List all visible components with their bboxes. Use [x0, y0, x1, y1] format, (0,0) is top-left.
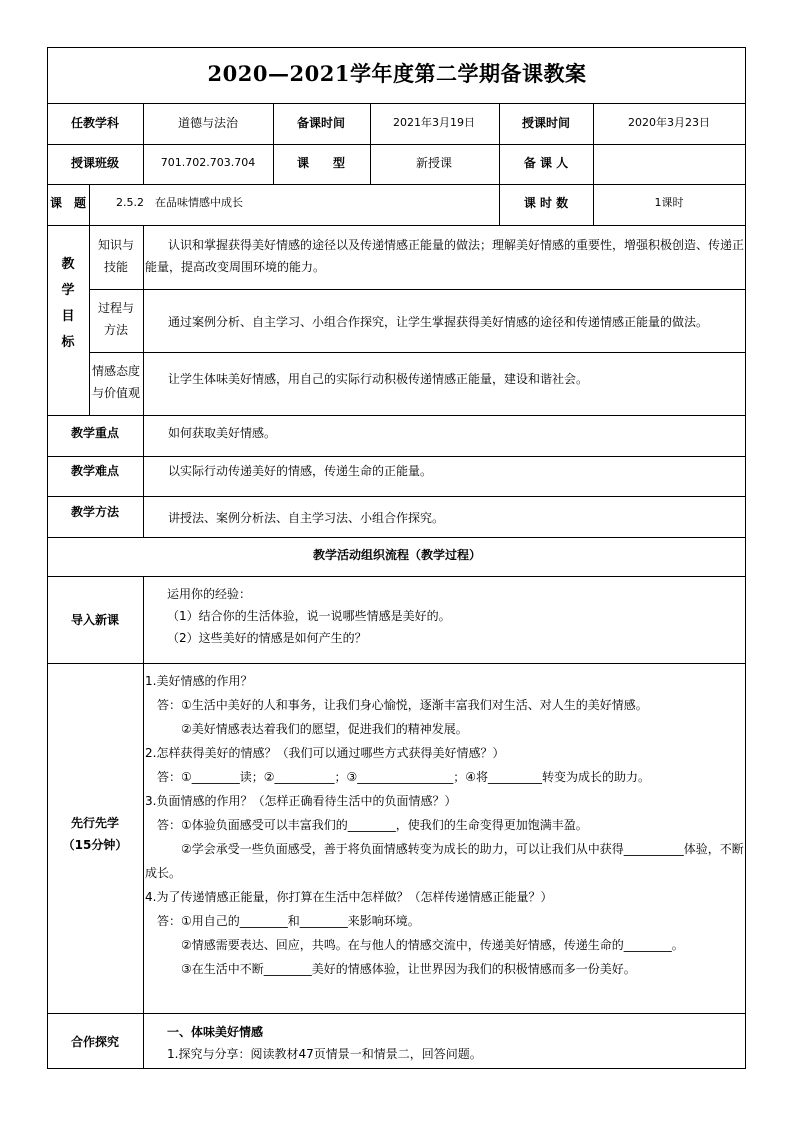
question: 4.为了传递情感正能量，你打算在生活中怎样做？（怎样传递情感正能量？）: [145, 890, 553, 904]
topic-value: 2.5.2 在品味情感中成长: [116, 196, 243, 209]
rule: [593, 103, 594, 225]
question: 1.美好情感的作用？: [145, 674, 253, 688]
knowledge-skills-label-2: 技能: [103, 260, 129, 274]
rule: [47, 1013, 746, 1014]
teach-time-label: 授课时间: [521, 116, 571, 130]
type-value: 新授课: [415, 156, 453, 170]
answer-line: 答：①________读；②__________；③________________；④将_________转变为成长的助力。: [157, 770, 651, 784]
subject-label: 任教学科: [70, 116, 120, 130]
knowledge-skills-label-1: 知识与: [97, 238, 135, 252]
difficulty-label: 教学难点: [70, 464, 120, 478]
answer-line: ②美好情感表达着我们的愿望，促进我们的精神发展。: [181, 722, 468, 736]
rule: [143, 415, 144, 537]
rule: [143, 576, 144, 1069]
question: 3.负面情感的作用？（怎样正确看待生活中的负面情感？）: [145, 794, 457, 808]
process-method-label-1: 过程与: [97, 301, 135, 315]
preparer-label: 备 课 人: [523, 156, 569, 170]
key-point-label: 教学重点: [70, 426, 120, 440]
answer-line: ②情感需要表达、回应，共鸣。在与他人的情感交流中，传递美好情感，传递生命的________。: [181, 938, 684, 952]
rule: [370, 103, 371, 184]
class-value: 701.702.703.704: [160, 156, 256, 169]
knowledge-text-line: 能量，提高改变周围环境的能力。: [145, 260, 326, 274]
process-method-label-2: 方法: [103, 323, 129, 337]
document-title: 2020—2021学年度第二学期备课教案: [207, 61, 587, 86]
intro-line: 运用你的经验：: [167, 587, 252, 601]
rule: [143, 103, 144, 184]
label-char: 教: [61, 257, 75, 272]
intro-label: 导入新课: [70, 613, 120, 627]
rule: [47, 456, 746, 457]
intro-line: （1）结合你的生活体验，说一说哪些情感是美好的。: [167, 609, 451, 623]
answer-line: ③在生活中不断________美好的情感体验，让世界因为我们的积极情感而多一份美好。: [181, 962, 636, 976]
coop-label: 合作探究: [70, 1035, 120, 1049]
intro-line: （2）这些美好的情感是如何产生的？: [167, 631, 367, 645]
difficulty-text: 以实际行动传递美好的情感，传递生命的正能量。: [168, 464, 433, 478]
prelearn-duration: （15分钟）: [62, 838, 128, 852]
answer-line: 答：①生活中美好的人和事务，让我们身心愉悦，逐渐丰富我们对生活、对人生的美好情感。: [157, 698, 648, 712]
rule: [47, 144, 746, 145]
rule: [273, 103, 274, 184]
prelearn-label: 先行先学: [70, 816, 120, 830]
rule: [143, 225, 144, 415]
coop-line: 1.探究与分享：阅读教材47页情景一和情景二，回答问题。: [167, 1047, 482, 1061]
rule: [47, 225, 746, 226]
hours-label: 课 时 数: [523, 196, 569, 210]
answer-line: 答：①用自己的________和________来影响环境。: [157, 914, 420, 928]
label-char: 学: [61, 283, 75, 298]
prep-time-label: 备课时间: [296, 116, 346, 130]
label-char: 目: [61, 309, 75, 324]
answer-line: ②学会承受一些负面感受，善于将负面情感转变为成长的助力，可以让我们从中获得__________体验，不断: [181, 842, 744, 856]
method-text: 讲授法、案例分析法、自主学习法、小组合作探究。: [168, 511, 445, 525]
type-label: 课 型: [296, 156, 346, 170]
hours-value: 1课时: [654, 196, 684, 209]
answer-line: 答：①体验负面感受可以丰富我们的________，使我们的生命变得更加饱满丰盈。: [157, 818, 588, 832]
emotion-values-text: 让学生体味美好情感，用自己的实际行动积极传递情感正能量，建设和谐社会。: [168, 372, 589, 386]
answer-line: 成长。: [145, 866, 182, 880]
rule: [47, 496, 746, 497]
method-label: 教学方法: [70, 505, 120, 519]
rule: [89, 352, 746, 353]
emotion-values-label-1: 情感态度: [91, 364, 141, 378]
question: 2.怎样获得美好的情感？（我们可以通过哪些方式获得美好情感？）: [145, 746, 505, 760]
rule: [47, 537, 746, 538]
class-label: 授课班级: [70, 156, 120, 170]
rule: [47, 663, 746, 664]
topic-label: 课 题: [49, 196, 87, 210]
process-method-text: 通过案例分析、自主学习、小组合作探究，让学生掌握获得美好情感的途径和传递情感正能量的做法。: [168, 315, 709, 329]
coop-heading: 一、体味美好情感: [167, 1025, 264, 1039]
teaching-process-heading: 教学活动组织流程（教学过程）: [312, 548, 482, 562]
rule: [47, 576, 746, 577]
prep-time-value: 2021年3月19日: [393, 116, 475, 129]
rule: [47, 103, 746, 104]
teaching-goals-label: [58, 252, 78, 356]
rule: [89, 184, 90, 415]
label-char: 标: [61, 335, 75, 350]
rule: [47, 184, 746, 185]
teach-time-value: 2020年3月23日: [628, 116, 710, 129]
key-point-text: 如何获取美好情感。: [168, 426, 277, 440]
rule: [499, 103, 500, 225]
rule: [89, 289, 746, 290]
emotion-values-label-2: 与价值观: [91, 386, 141, 400]
subject-value: 道德与法治: [177, 116, 239, 130]
knowledge-text-line: 认识和掌握获得美好情感的途径以及传递情感正能量的做法；理解美好情感的重要性，增强积极创造、传递正: [168, 238, 745, 252]
rule: [47, 415, 746, 416]
